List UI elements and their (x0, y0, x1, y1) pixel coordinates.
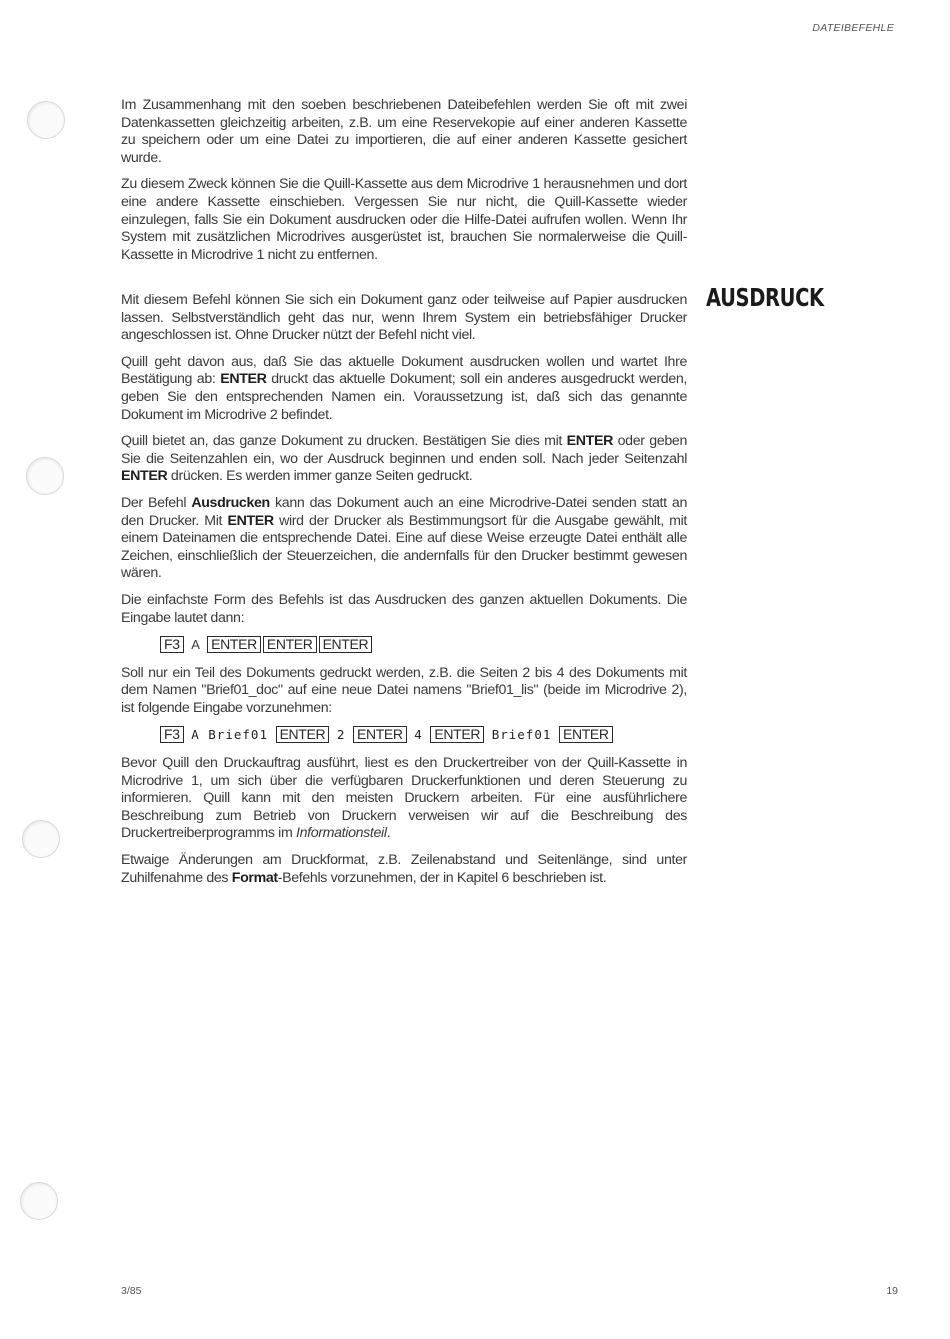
enter-key-label: ENTER (227, 512, 274, 529)
binder-hole (22, 820, 60, 858)
running-header: DATEIBEFEHLE (812, 22, 894, 34)
key-f3: F3 (160, 636, 184, 653)
page-number: 19 (886, 1285, 898, 1297)
binder-hole (26, 457, 64, 495)
page-end-input: 4 (414, 727, 423, 743)
command-example-2 (121, 726, 687, 745)
body-paragraph-6: Soll nur ein Teil des Dokuments gedruckt werden, z.B. die Seiten 2 bis 4 des Dokuments mit dem Namen "Brief01_doc" auf eine neue Datei namens "Brief01_lis" (beide im Microdrive 2), ist folgende Eingabe vorzunehmen: (121, 664, 687, 716)
enter-key-label: ENTER (220, 371, 267, 388)
body-paragraph-5: Die einfachste Form des Befehls ist das Ausdrucken des ganzen aktuellen Dokuments. Die Eingabe lautet dann: (121, 591, 687, 626)
key-enter: ENTER (559, 726, 613, 743)
key-enter: ENTER (353, 726, 407, 743)
section-title: AUSDRUCK (706, 283, 824, 312)
footer-date: 3/85 (121, 1285, 142, 1297)
bleed-through-shadow (706, 58, 896, 90)
key-enter: ENTER (430, 726, 484, 743)
binder-hole (20, 1182, 58, 1220)
body-paragraph-2: Quill geht davon aus, daß Sie das aktuelle Dokument ausdrucken wollen und wartet Ihre Bestätigung ab: ENTER druckt das aktuelle Dokument; soll ein anderes ausgedruckt werden, geben Sie den entsprechenden Namen ein. Voraussetzung ist, daß sich das genannte Dokument im Microdrive 2 befindet. (121, 353, 687, 423)
body-paragraph-3: Quill bietet an, das ganze Dokument zu drucken. Bestätigen Sie dies mit ENTER oder geben Sie die Seitenzahlen ein, wo der Ausdruck beginnen und enden soll. Nach jeder Seitenzahl ENTER drücken. Es werden immer ganze Seiten gedruckt. (121, 433, 687, 485)
enter-key-label: ENTER (566, 433, 613, 450)
reference-title: Informationsteil (296, 825, 387, 842)
key-f3: F3 (160, 726, 184, 743)
key-enter: ENTER (207, 636, 261, 653)
section-body (121, 292, 687, 896)
key-enter: ENTER (319, 636, 373, 653)
file-name-input: Brief01 (491, 727, 552, 743)
body-paragraph-7: Bevor Quill den Druckauftrag ausführt, liest es den Druckertreiber von der Quill-Kassette in Microdrive 1, um sich über die verfügbaren Druckerfunktionen und deren Steuerung zu informieren. Quill kann mit den meisten Druckern arbeiten. Für eine ausführlichere Beschreibung zum Betrieb von Druckern verweisen wir auf die Beschreibung des Druckertreiberprogramms im Informationsteil. (121, 755, 687, 842)
key-enter: ENTER (263, 636, 317, 653)
body-paragraph-4: Der Befehl Ausdrucken kann das Dokument auch an eine Microdrive-Datei senden statt an den Drucker. Mit ENTER wird der Drucker als Bestimmungsort für die Ausgabe gewählt, mit einem Dateinamen die entsprechende Datei. Eine auf diese Weise erzeugte Datei enthält alle Zeichen, einschließlich der Steuerzeichen, die andernfalls für den Drucker bestimmt gewesen wären. (121, 494, 687, 582)
command-input: A Brief01 (191, 727, 268, 743)
body-paragraph-8: Etwaige Änderungen am Druckformat, z.B. Zeilenabstand und Seitenlänge, sind unter Zuhilfenahme des Format-Befehls vorzunehmen, der in Kapitel 6 beschrieben ist. (121, 852, 687, 886)
intro-paragraph-1: Im Zusammenhang mit den soeben beschriebenen Dateibefehlen werden Sie oft mit zwei Datenkassetten gleichzeitig arbeiten, z.B. um eine Reservekopie auf einer anderen Kassette zu speichern oder um eine Datei zu importieren, die auf einer anderen Kassette gesichert wurde. (121, 97, 687, 166)
command-letter: A (191, 637, 200, 653)
command-name: Ausdrucken (191, 494, 270, 511)
intro-text (121, 97, 687, 273)
command-example-1 (121, 636, 687, 655)
enter-key-label: ENTER (121, 468, 168, 485)
binder-hole (27, 101, 65, 139)
intro-paragraph-2: Zu diesem Zweck können Sie die Quill-Kassette aus dem Microdrive 1 herausnehmen und dort eine andere Kassette einschieben. Vergessen Sie nur nicht, die Quill-Kassette wieder einzulegen, falls Sie ein Dokument ausdrucken oder die Hilfe-Datei aufrufen wollen. Wenn Ihr System mit zusätzlichen Microdrives ausgerüstet ist, brauchen Sie normalerweise die Quill-Kassette in Microdrive 1 nicht zu entfernen. (121, 176, 687, 263)
key-enter: ENTER (276, 726, 330, 743)
body-paragraph-1: Mit diesem Befehl können Sie sich ein Dokument ganz oder teilweise auf Papier ausdrucken lassen. Selbstverständlich geht das nur, wenn Ihrem System ein betriebsfähiger Drucker angeschlossen ist. Ohne Drucker nützt der Befehl nicht viel. (121, 292, 687, 344)
page-start-input: 2 (336, 727, 346, 743)
command-name: Format (231, 869, 278, 886)
